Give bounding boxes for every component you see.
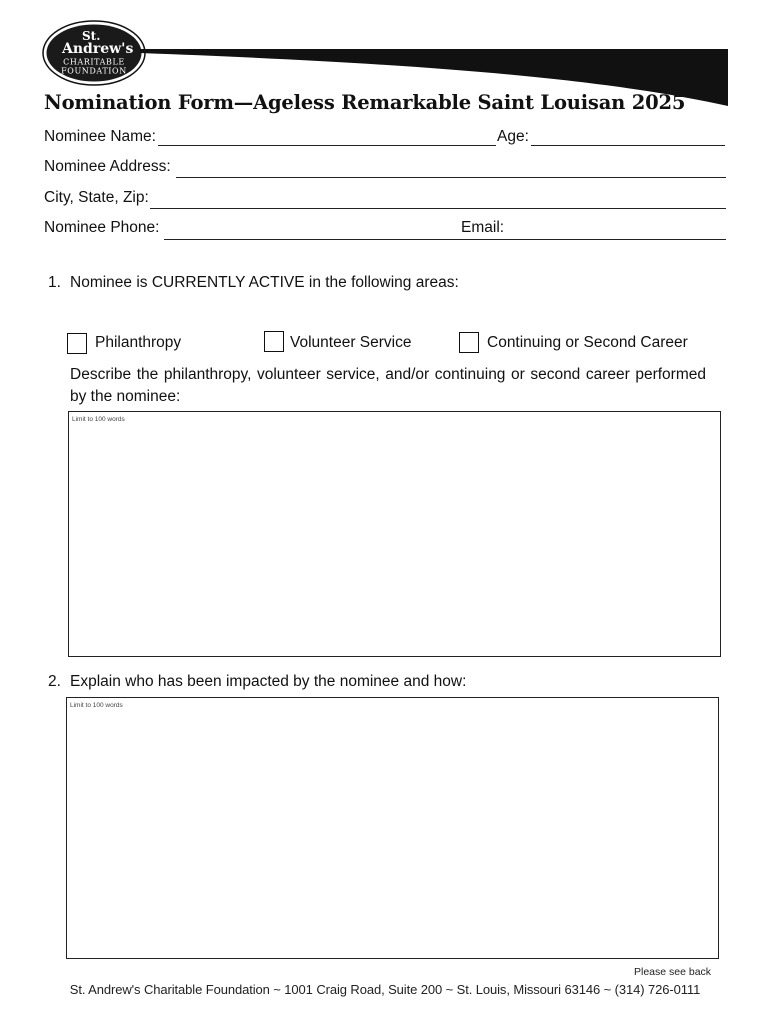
logo-name: Andrew's: [62, 41, 134, 57]
nominee-phone-label: Nominee Phone:: [44, 219, 160, 236]
nominee-address-label: Nominee Address:: [44, 158, 171, 175]
email-label: Email:: [461, 219, 505, 236]
question-2-answer-box[interactable]: [66, 697, 719, 959]
continuing-career-checkbox[interactable]: [459, 332, 479, 353]
email-field[interactable]: [454, 239, 726, 240]
philanthropy-label: Philanthropy: [95, 334, 182, 351]
logo-line2: FOUNDATION: [61, 66, 127, 76]
question-2-text: Explain who has been impacted by the nominee and how:: [70, 673, 467, 690]
nominee-address-field[interactable]: [176, 177, 726, 178]
nominee-name-label: Nominee Name:: [44, 128, 156, 145]
city-state-zip-label: City, State, Zip:: [44, 189, 149, 206]
question-1-number: 1.: [48, 274, 61, 291]
nominee-name-field[interactable]: [158, 145, 496, 146]
form-title: Nomination Form—Ageless Remarkable Saint Louisan 2025: [44, 91, 686, 114]
please-see-back-note: Please see back: [634, 966, 712, 978]
philanthropy-checkbox[interactable]: [67, 333, 87, 354]
question-2-limit-note: Limit to 100 words: [70, 702, 123, 709]
city-state-zip-field[interactable]: [150, 208, 726, 209]
question-2-number: 2.: [48, 673, 61, 690]
question-1-description: Describe the philanthropy, volunteer service, and/or continuing or second career performed by the nominee:: [70, 366, 706, 405]
question-1-answer-box[interactable]: [68, 411, 721, 657]
foundation-logo: [42, 20, 146, 86]
age-label: Age:: [497, 128, 529, 145]
age-field[interactable]: [531, 145, 725, 146]
continuing-career-label: Continuing or Second Career: [487, 334, 688, 351]
footer-address: St. Andrew's Charitable Foundation ~ 1001 Craig Road, Suite 200 ~ St. Louis, Missouri 63146 ~ (314) 726-0111: [69, 982, 701, 997]
logo-st: St.: [82, 29, 101, 43]
volunteer-service-checkbox[interactable]: [264, 331, 284, 352]
question-1-limit-note: Limit to 100 words: [72, 416, 125, 423]
volunteer-service-label: Volunteer Service: [290, 334, 412, 351]
nominee-phone-field[interactable]: [164, 239, 454, 240]
logo-line1: CHARITABLE: [63, 57, 125, 67]
question-1-text: Nominee is CURRENTLY ACTIVE in the following areas:: [70, 274, 459, 291]
